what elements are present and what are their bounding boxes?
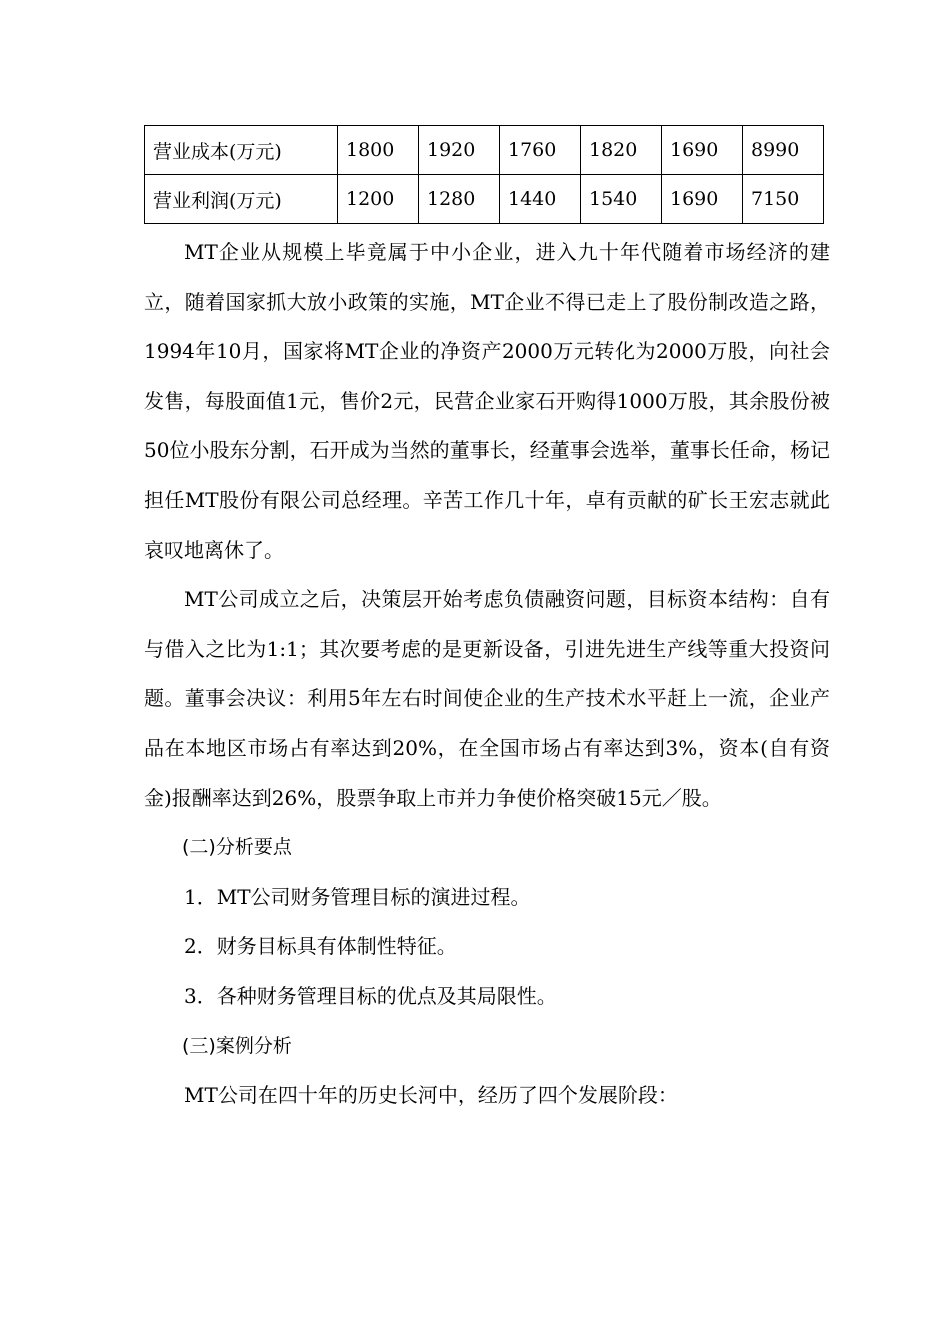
paragraph-restructuring: MT企业从规模上毕竟属于中小企业，进入九十年代随着市场经济的建立，随着国家抓大放小政策的实施，MT企业不得已走上了股份制改造之路，1994年10月，国家将MT企业的净资产2000万元转化为2000万股，向社会发售，每股面值1元，售价2元，民营企业家石开购得1000万股，其余股份被50位小股东分割，石开成为当然的董事长，经董事会选举，董事长任命，杨记担任MT股份有限公司总经理。辛苦工作几十年，卓有贡献的矿长王宏志就此哀叹地离休了。 xyxy=(144,240,830,562)
table-cell: 7150 xyxy=(743,175,824,224)
table-cell: 1440 xyxy=(500,175,581,224)
table-cell: 1280 xyxy=(419,175,500,224)
paragraph-objectives: MT公司成立之后，决策层开始考虑负债融资问题，目标资本结构：自有与借入之比为1:1；其次要考虑的是更新设备，引进先进生产线等重大投资问题。董事会决议：利用5年左右时间使企业的生产技术水平赶上一流，企业产品在本地区市场占有率达到20%，在全国市场占有率达到3%，资本(自有资金)报酬率达到26%，股票争取上市并力争使价格突破15元／股。 xyxy=(144,587,830,810)
table-row xyxy=(145,175,824,224)
table-cell: 1800 xyxy=(338,126,419,175)
financial-table xyxy=(144,125,824,224)
paragraph-stages: MT公司在四十年的历史长河中，经历了四个发展阶段： xyxy=(184,1083,678,1108)
section-heading-analysis-points: (二)分析要点 xyxy=(182,836,292,859)
table-cell: 1540 xyxy=(581,175,662,224)
table-cell: 1760 xyxy=(500,126,581,175)
row-label: 营业成本(万元) xyxy=(145,126,338,175)
table-cell: 1200 xyxy=(338,175,419,224)
table-cell: 8990 xyxy=(743,126,824,175)
row-label: 营业利润(万元) xyxy=(145,175,338,224)
section-heading-case-analysis: (三)案例分析 xyxy=(182,1034,292,1057)
table-cell: 1690 xyxy=(662,126,743,175)
table-cell: 1920 xyxy=(419,126,500,175)
body-text xyxy=(144,228,830,1121)
list-item: 2．财务目标具有体制性特征。 xyxy=(184,934,457,959)
list-item: 3．各种财务管理目标的优点及其局限性。 xyxy=(184,983,557,1008)
table-row xyxy=(145,126,824,175)
list-item: 1．MT公司财务管理目标的演进过程。 xyxy=(184,884,531,909)
table-cell: 1690 xyxy=(662,175,743,224)
table-cell: 1820 xyxy=(581,126,662,175)
